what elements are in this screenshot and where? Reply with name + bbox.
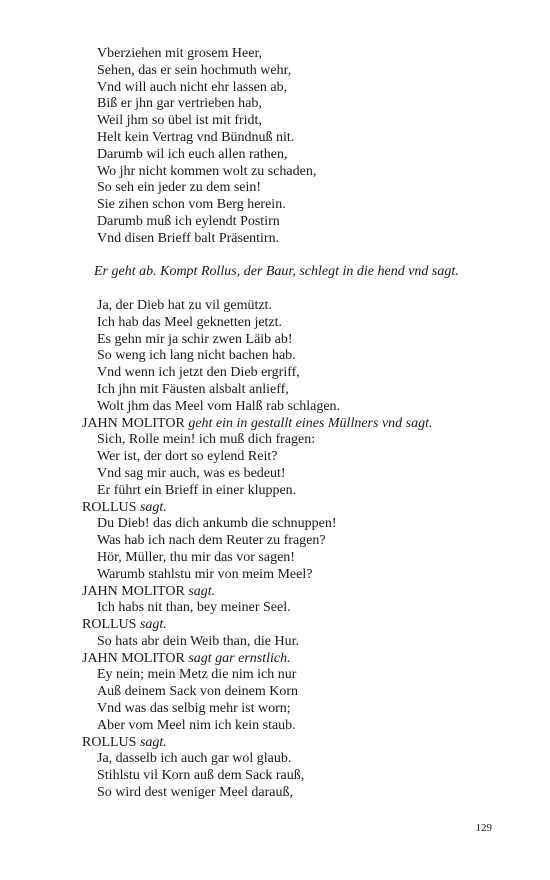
speaker-direction: sagt. xyxy=(139,499,167,515)
verse-line: Sich, Rolle mein! ich muß dich fragen: xyxy=(97,432,316,448)
page-number: 129 xyxy=(475,822,492,834)
verse-line: Er führt ein Brieff in einer kluppen. xyxy=(97,482,297,498)
verse-block-6 xyxy=(0,634,550,651)
verse-line: Es gehn mir ja schir zwen Läib ab! xyxy=(97,331,293,347)
speaker-direction: sagt. xyxy=(139,734,167,750)
verse-line: Was hab ich nach dem Reuter zu fragen? xyxy=(97,533,326,549)
speaker-heading xyxy=(0,500,550,517)
verse-block-2 xyxy=(0,298,550,416)
verse-line: Sehen, das er sein hochmuth wehr, xyxy=(97,62,292,78)
speaker-direction: sagt. xyxy=(188,583,216,599)
verse-line: Wo jhr nicht kommen wolt zu schaden, xyxy=(97,163,317,179)
verse-line: Darumb wil ich euch allen rathen, xyxy=(97,146,288,162)
speaker-name: ROLLUS xyxy=(82,499,137,515)
verse-block-8 xyxy=(0,751,550,801)
verse-line: Wer ist, der dort so eylend Reit? xyxy=(97,449,278,465)
verse-block-5 xyxy=(0,600,550,617)
verse-line: Biß er jhn gar vertrieben hab, xyxy=(97,96,262,112)
verse-line: So hats abr dein Weib than, die Hur. xyxy=(97,633,299,649)
verse-block-1 xyxy=(0,46,550,248)
verse-line: Hör, Müller, thu mir das vor sagen! xyxy=(97,549,295,565)
page-text xyxy=(0,46,550,802)
verse-line: Helt kein Vertrag vnd Bündnuß nit. xyxy=(97,129,295,145)
verse-line: Warumb stahlstu mir von meim Meel? xyxy=(97,566,313,582)
verse-block-4 xyxy=(0,516,550,583)
stage-direction: Er geht ab. Kompt Rollus, der Baur, schlegt in die hend vnd sagt. xyxy=(94,264,459,280)
speaker-heading xyxy=(0,735,550,752)
verse-line: So wird dest weniger Meel darauß, xyxy=(97,785,293,801)
speaker-name: JAHN MOLITOR xyxy=(82,415,185,431)
verse-line: Sie zihen schon vom Berg herein. xyxy=(97,197,286,213)
verse-block-7 xyxy=(0,667,550,734)
speaker-heading xyxy=(0,416,550,433)
verse-line: Ja, der Dieb hat zu vil gemützt. xyxy=(97,297,272,313)
speaker-heading xyxy=(0,617,550,634)
verse-line: Ja, dasselb ich auch gar wol glaub. xyxy=(97,751,292,767)
speaker-heading xyxy=(0,584,550,601)
speaker-name: JAHN MOLITOR xyxy=(82,583,185,599)
verse-line: Stihlstu vil Korn auß dem Sack rauß, xyxy=(97,768,305,784)
verse-line: Du Dieb! das dich ankumb die schnuppen! xyxy=(97,516,337,532)
verse-line: Ich jhn mit Fäusten alsbalt anlieff, xyxy=(97,381,289,397)
speaker-heading xyxy=(0,651,550,668)
verse-line: Aber vom Meel nim ich kein staub. xyxy=(97,717,296,733)
speaker-direction: sagt. xyxy=(139,617,167,633)
speaker-direction: sagt gar ernstlich. xyxy=(188,650,291,666)
verse-line: Vnd will auch nicht ehr lassen ab, xyxy=(97,79,288,95)
verse-line: Ey nein; mein Metz die nim ich nur xyxy=(97,667,297,683)
verse-line: Vnd sag mir auch, was es bedeut! xyxy=(97,465,286,481)
verse-line: Weil jhm so übel ist mit fridt, xyxy=(97,113,262,129)
speaker-name: JAHN MOLITOR xyxy=(82,650,185,666)
verse-line: Wolt jhm das Meel vom Halß rab schlagen. xyxy=(97,398,341,414)
spacer xyxy=(0,248,550,265)
verse-line: Darumb muß ich eylendt Postirn xyxy=(97,213,280,229)
speaker-name: ROLLUS xyxy=(82,617,137,633)
verse-line: Vnd was das selbig mehr ist worn; xyxy=(97,701,291,717)
spacer xyxy=(0,281,550,298)
verse-line: Ich hab das Meel geknetten jetzt. xyxy=(97,314,283,330)
verse-line: Vberziehen mit grosem Heer, xyxy=(97,46,263,61)
speaker-name: ROLLUS xyxy=(82,734,137,750)
verse-line: Ich habs nit than, bey meiner Seel. xyxy=(97,600,291,616)
verse-line: Vnd disen Brieff balt Präsentirn. xyxy=(97,230,280,246)
verse-block-3 xyxy=(0,432,550,499)
verse-line: Vnd wenn ich jetzt den Dieb ergriff, xyxy=(97,365,300,381)
verse-line: Auß deinem Sack von deinem Korn xyxy=(97,684,299,700)
verse-line: So weng ich lang nicht bachen hab. xyxy=(97,348,296,364)
speaker-direction: geht ein in gestallt eines Müllners vnd sagt. xyxy=(188,415,433,431)
verse-line: So seh ein jeder zu dem sein! xyxy=(97,180,262,196)
